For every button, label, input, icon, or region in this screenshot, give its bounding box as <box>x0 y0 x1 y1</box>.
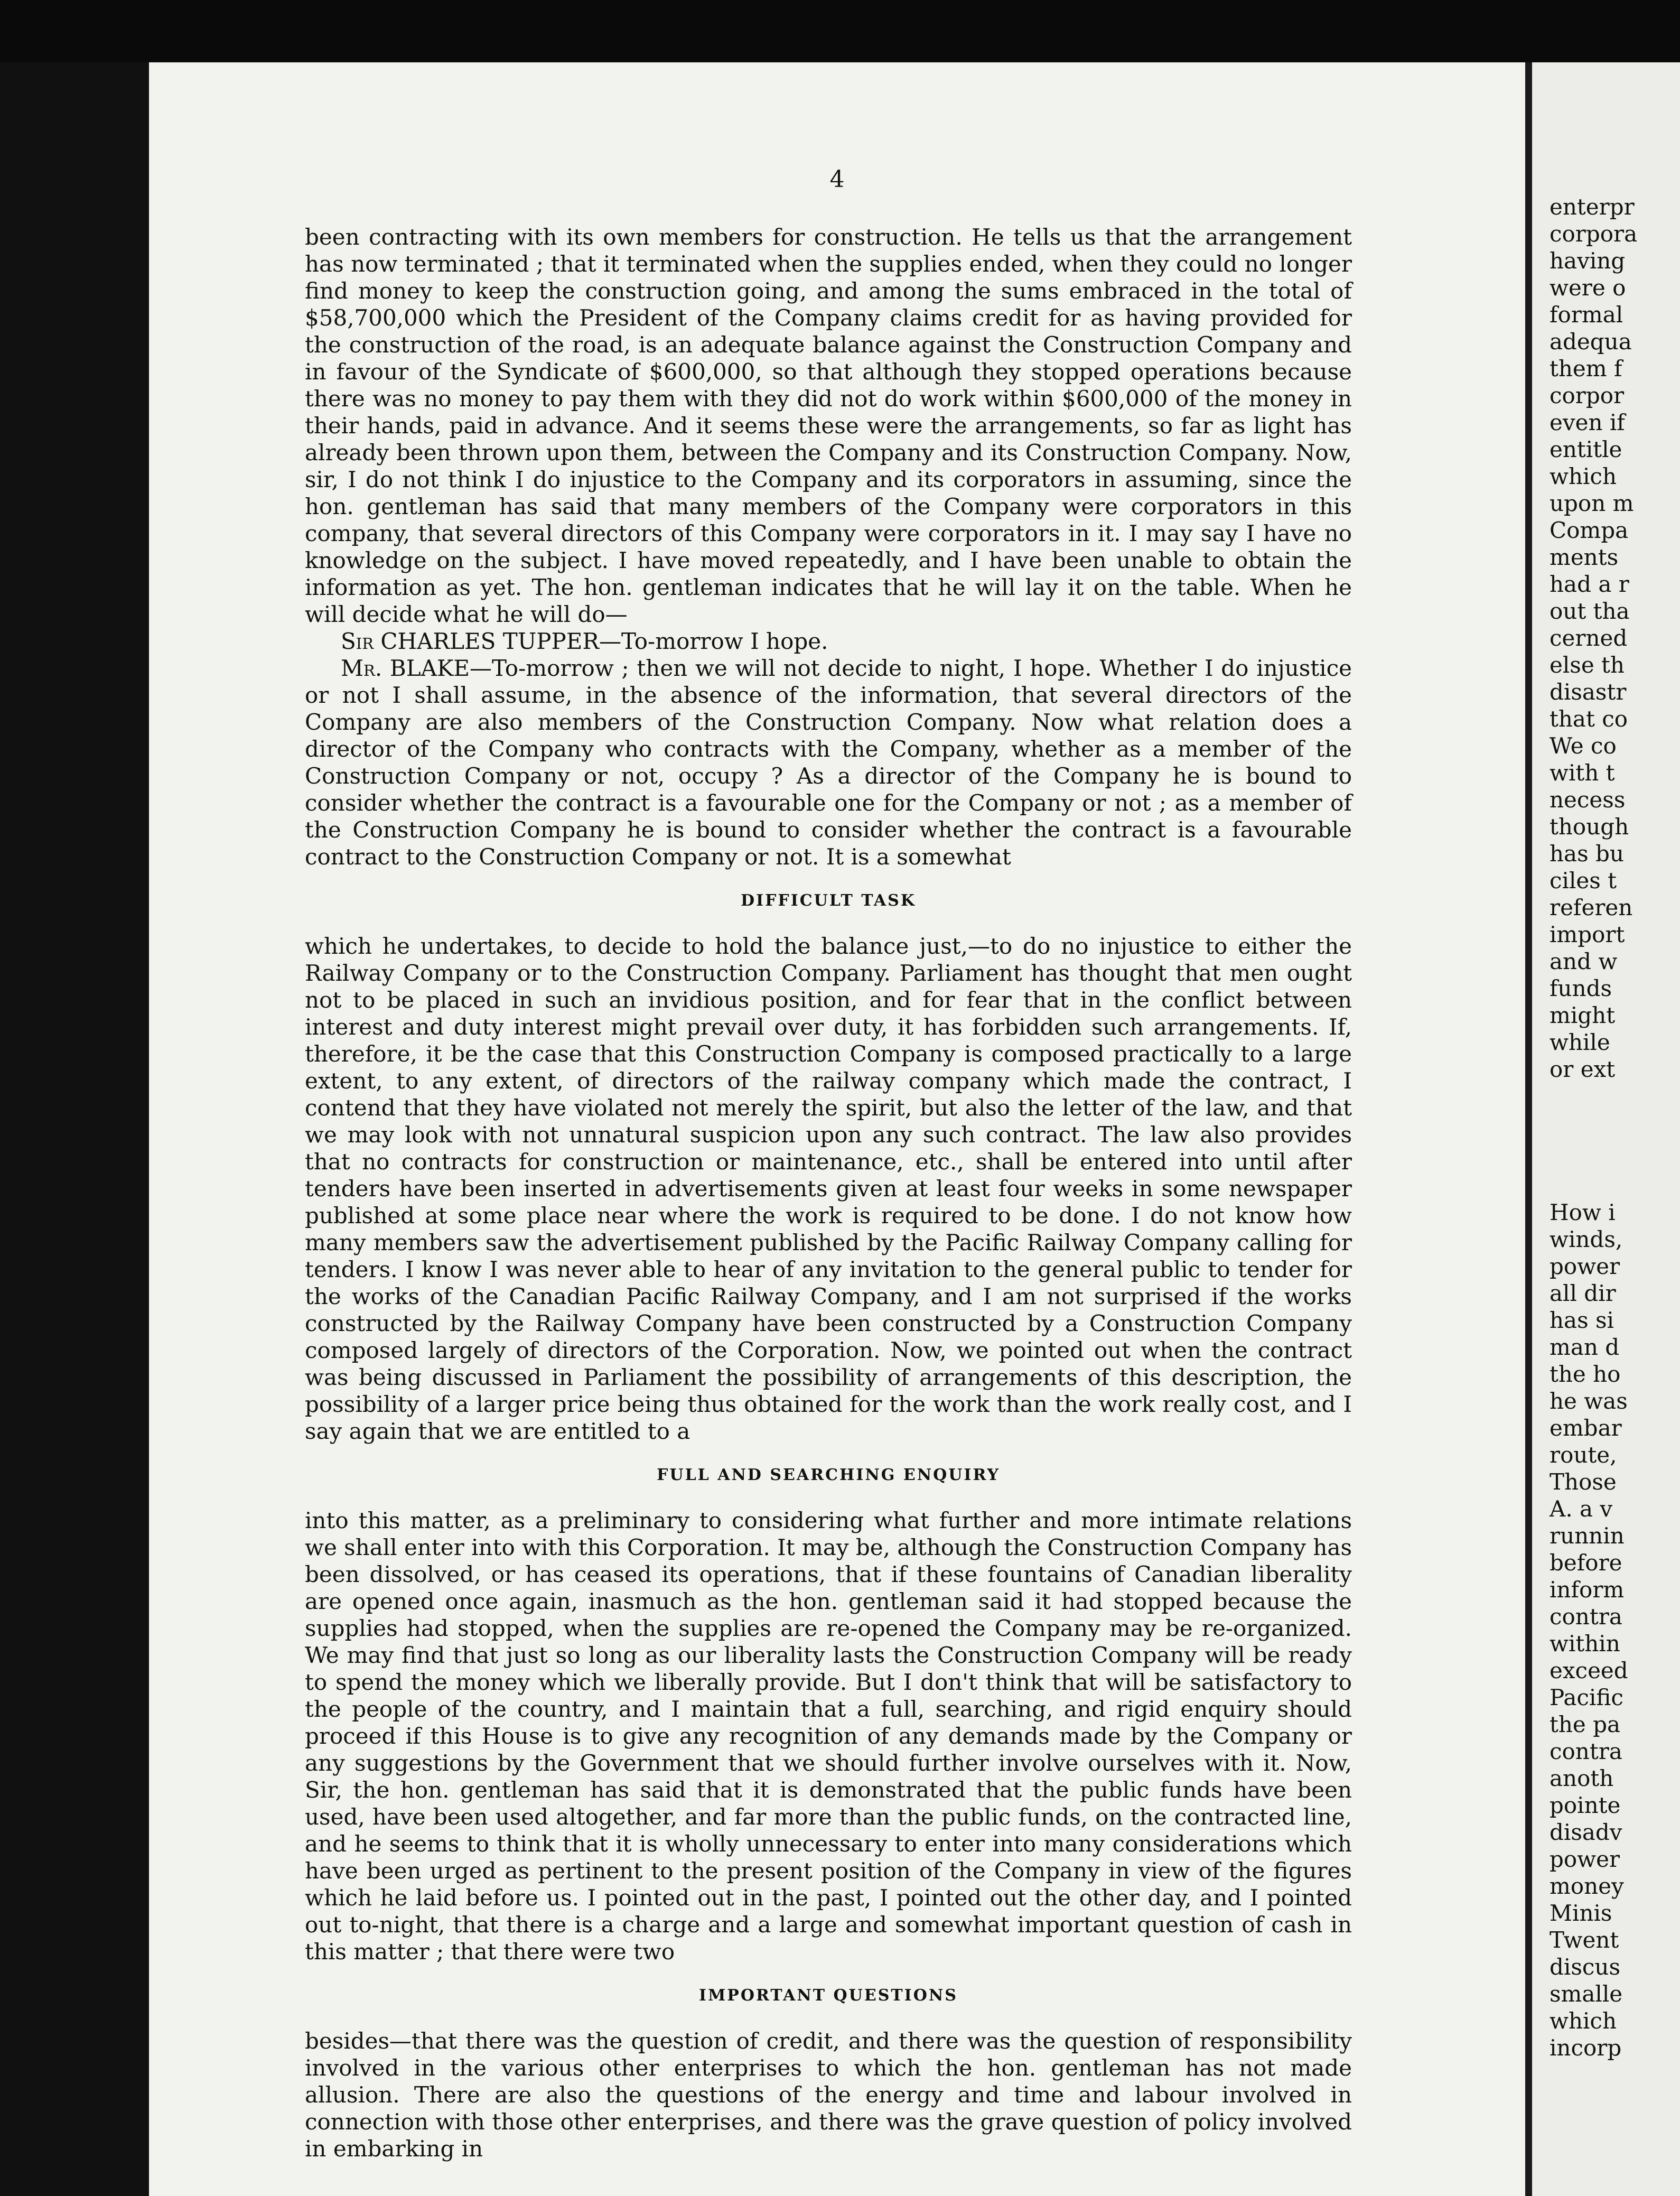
adjacent-line: ments <box>1550 544 1619 570</box>
page-gutter <box>1525 62 1532 2196</box>
paragraph-questions: besides—that there was the question of credit, and there was the question of responsibility involved in the various other enterprises to which the hon. gentleman has not made allusion. There are also the questions of the energy and time and labour involved in connection with those other enterprises, and there was the grave question of policy involved in embarking in <box>305 2028 1352 2162</box>
adjacent-line: with t <box>1550 760 1615 786</box>
adjacent-line: Twent <box>1550 1927 1619 1953</box>
adjacent-line: A. a v <box>1550 1496 1613 1522</box>
adjacent-line: having <box>1550 248 1626 274</box>
adjacent-line: else th <box>1550 652 1625 678</box>
adjacent-line: that co <box>1550 706 1628 732</box>
adjacent-line: pointe <box>1550 1792 1621 1818</box>
adjacent-line: funds <box>1550 975 1612 1001</box>
adjacent-line: import <box>1550 922 1625 947</box>
adjacent-column <box>1550 193 1680 2061</box>
subhead-important-questions: IMPORTANT QUESTIONS <box>699 1986 958 2005</box>
adjacent-line: even if <box>1550 410 1625 435</box>
speech-blake <box>305 655 1352 870</box>
adjacent-line: power <box>1550 1253 1620 1279</box>
adjacent-line: which <box>1550 463 1617 489</box>
adjacent-line: the ho <box>1550 1361 1621 1387</box>
adjacent-line: disadv <box>1550 1819 1622 1845</box>
adjacent-line: embar <box>1550 1415 1622 1441</box>
adjacent-gap <box>1550 1083 1680 1199</box>
adjacent-line: though <box>1550 814 1629 840</box>
adjacent-line: disastr <box>1550 679 1627 705</box>
adjacent-line: referen <box>1550 895 1633 920</box>
adjacent-line: power <box>1550 1846 1620 1872</box>
adjacent-line: has si <box>1550 1307 1614 1333</box>
adjacent-line: route, <box>1550 1442 1617 1468</box>
scan-top-border <box>0 0 1680 62</box>
adjacent-line: has bu <box>1550 841 1624 867</box>
adjacent-line: he was <box>1550 1388 1628 1414</box>
adjacent-line: corpor <box>1550 383 1625 408</box>
adjacent-line: cerned <box>1550 625 1628 651</box>
paragraph-enquiry: into this matter, as a preliminary to considering what further and more intimate relations we shall enter into with this Corporation. It may be, although the Construction Company has been dissolved, or has ceased its operations, that if these fountains of Canadian liberality are opened once again, inasmuch as the hon. gentleman said it had stopped because the supplies had stopped, when the supplies are re-opened the Company may be re-organized. We may find that just so long as our liberality lasts the Construction Company will be ready to spend the money which we liberally provide. But I don't think that will be satisfactory to the people of the country, and I maintain that a full, searching, and rigid enquiry should proceed if this House is to give any recognition of any demands made by the Company or any suggestions by the Government that we should further involve ourselves with it. Now, Sir, the hon. gentleman has said that it is demonstrated that the public funds have been used, have been used altogether, and far more than the public funds, on the contracted line, and he seems to think that it is wholly unnecessary to enter into many considerations which have been urged as pertinent to the present position of the Company in view of the figures which he laid before us. I pointed out in the past, I pointed out the other day, and I pointed out to-night, that there is a charge and a large and somewhat important question of cash in this matter ; that there were two <box>305 1508 1352 1965</box>
adjacent-line: and w <box>1550 948 1618 974</box>
adjacent-line: runnin <box>1550 1523 1625 1549</box>
adjacent-line: were o <box>1550 275 1626 301</box>
adjacent-line: anoth <box>1550 1765 1614 1791</box>
adjacent-line: contra <box>1550 1738 1622 1764</box>
page-number: 4 <box>829 166 845 193</box>
adjacent-line: Pacific <box>1550 1685 1623 1710</box>
adjacent-line: Those <box>1550 1469 1617 1495</box>
adjacent-line: while <box>1550 1029 1610 1055</box>
adjacent-line: smalle <box>1550 1981 1623 2007</box>
adjacent-line: necess <box>1550 787 1626 813</box>
adjacent-line: inform <box>1550 1577 1625 1603</box>
subhead-full-searching-enquiry: FULL AND SEARCHING ENQUIRY <box>657 1466 1000 1484</box>
adjacent-line: Compa <box>1550 517 1629 543</box>
speech-text: —To-morrow ; then we will not decide to night, I hope. Whether I do injustice or not I shall assume, in the absence of the information, that several directors of the Company are also members of the Construction Company. Now what relation does a director of the Company who contracts with the Company, whether as a member of the Construction Company or not, occupy ? As a director of the Company he is bound to consider whether the contract is a favourable one for the Company or not ; as a member of the Construction Company he is bound to consider whether the contract is a favourable contract to the Construction Company or not. It is a somewhat <box>305 655 1352 870</box>
adjacent-line: man d <box>1550 1334 1620 1360</box>
adjacent-line: Minis <box>1550 1900 1612 1926</box>
adjacent-line: entitle <box>1550 436 1622 462</box>
adjacent-line: incorp <box>1550 2035 1622 2061</box>
adjacent-line: them f <box>1550 356 1622 381</box>
adjacent-line: within <box>1550 1631 1620 1657</box>
paragraph-difficult-task: which he undertakes, to decide to hold the balance just,—to do no injustice to either the Railway Company or to the Construction Company. Parliament has thought that men ought not to be placed in such an invidious position, and for fear that in the conflict between interest and duty interest might prevail over duty, it has forbidden such arrangements. If, therefore, it be the case that this Construction Company is composed practically to a large extent, to any extent, of directors of the railway company which made the contract, I contend that they have violated not merely the spirit, but also the letter of the law, and that we may look with not unnatural suspicion upon any such contract. The law also provides that no contracts for construction or maintenance, etc., shall be entered into until after tenders have been inserted in advertisements given at least four weeks in some newspaper published at some place near where the work is required to be done. I do not know how many members saw the advertisement published by the Pacific Railway Company calling for tenders. I know I was never able to hear of any invitation to the general public to tender for the works of the Canadian Pacific Railway Company, and I am not surprised if the works constructed by the Railway Company have been constructed by a Construction Company composed largely of directors of the Corporation. Now, we pointed out when the contract was being discussed in Parliament the possibility of arrangements of this description, the possibility of a larger price being thus obtained for the work than the work really cost, and I say again that we are entitled to a <box>305 933 1352 1444</box>
adjacent-line: all dir <box>1550 1280 1616 1306</box>
adjacent-line: formal <box>1550 302 1623 328</box>
adjacent-line: exceed <box>1550 1658 1628 1683</box>
adjacent-line: winds, <box>1550 1226 1623 1252</box>
speaker-name: Sir CHARLES TUPPER <box>341 628 600 654</box>
speech-text: —To-morrow I hope. <box>599 628 828 654</box>
adjacent-line: enterpr <box>1550 194 1635 220</box>
adjacent-line: upon m <box>1550 490 1634 516</box>
adjacent-line: contra <box>1550 1604 1622 1630</box>
adjacent-line: corpora <box>1550 221 1638 247</box>
speaker-name: Mr. BLAKE <box>341 655 470 681</box>
subhead-difficult-task: DIFFICULT TASK <box>741 891 916 910</box>
adjacent-line: which <box>1550 2008 1617 2034</box>
adjacent-line: the pa <box>1550 1711 1621 1737</box>
adjacent-line: How i <box>1550 1199 1616 1225</box>
adjacent-line: had a r <box>1550 571 1629 597</box>
main-column <box>305 224 1352 2162</box>
paragraph-intro: been contracting with its own members for construction. He tells us that the arrangement has now terminated ; that it terminated when the supplies ended, when they could no longer find money to keep the construction going, and among the sums embraced in the total of $58,700,000 which the President of the Company claims credit for as having provided for the construction of the road, is an adequate balance against the Construction Company and in favour of the Syndicate of $600,000, so that although they stopped operations because there was no money to pay them with they did not do work within $600,000 of the money in their hands, paid in advance. And it seems these were the arrangements, so far as light has already been thrown upon them, between the Company and its Construction Company. Now, sir, I do not think I do injustice to the Company and its corporators in assuming, since the hon. gentleman has said that many members of the Company were corporators in this company, that several directors of this Company were corporators in it. I may say I have no knowledge on the subject. I have moved repeatedly, and I have been unable to obtain the information as yet. The hon. gentleman indicates that he will lay it on the table. When he will decide what he will do— <box>305 224 1352 627</box>
main-page <box>149 62 1525 2196</box>
adjacent-line: or ext <box>1550 1056 1616 1082</box>
adjacent-line: might <box>1550 1002 1616 1028</box>
speech-tupper <box>305 628 1352 655</box>
adjacent-line: ciles t <box>1550 868 1617 894</box>
adjacent-line: adequa <box>1550 329 1632 355</box>
adjacent-line: discus <box>1550 1954 1620 1980</box>
adjacent-line: out tha <box>1550 598 1630 624</box>
adjacent-line: We co <box>1550 733 1617 759</box>
adjacent-page <box>1532 62 1680 2196</box>
adjacent-line: before <box>1550 1550 1622 1576</box>
adjacent-line: money <box>1550 1873 1624 1899</box>
